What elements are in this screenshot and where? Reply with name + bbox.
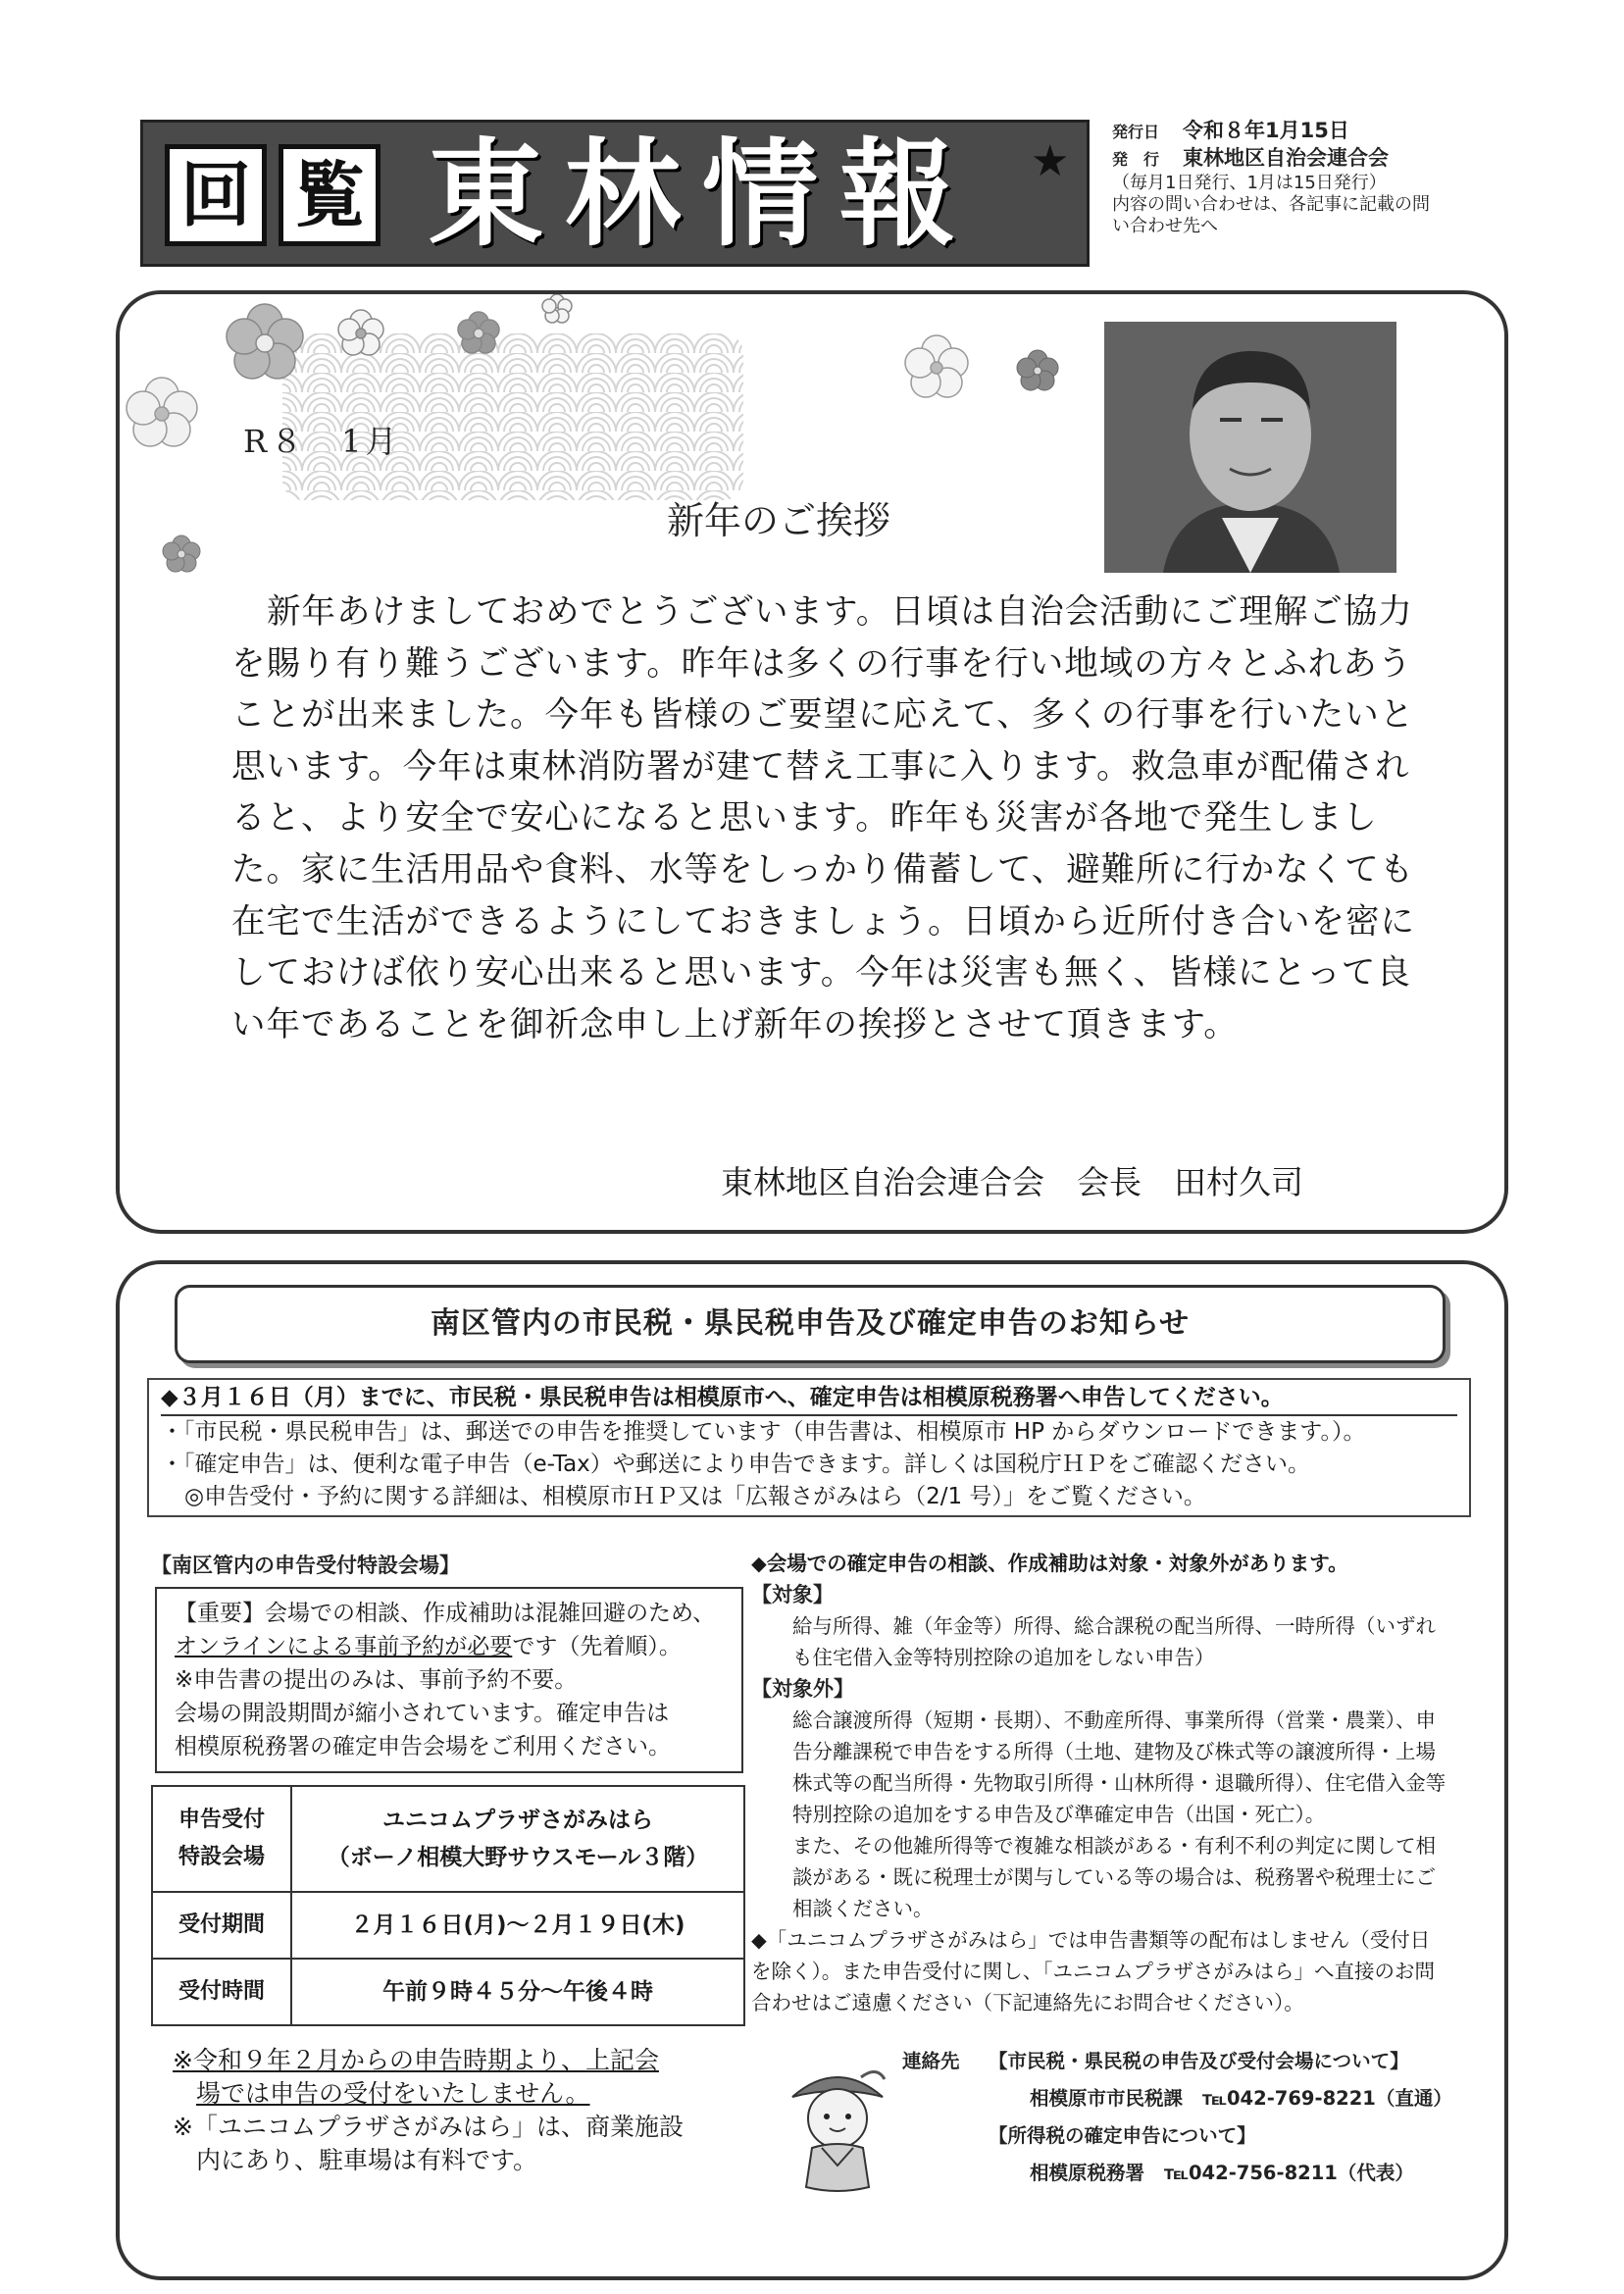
warning-line-5: 相模原税務署の確定申告会場をご利用ください。 (175, 1734, 671, 1759)
chairman-portrait (1104, 322, 1396, 573)
municipal-tax-line: ・「市民税・県民税申告」は、郵送での申告を推奨しています（申告書は、相模原市 HP からダウンロードできます。）。 (161, 1419, 1366, 1445)
distribution-note: ◆「ユニコムプラザさがみはら」では申告書類等の配布はしません（受付日を除く）。また申告受付に関し、「ユニコムプラザさがみはら」へ直接のお問合わせはご遠慮ください（下記連絡先にお問合せください）。 (751, 1928, 1435, 2014)
venue-heading: 【南区管内の申告受付特設会場】 (151, 1554, 460, 1577)
plum-blossom-decoration (224, 294, 753, 505)
venue-table (151, 1785, 745, 2026)
closing-line-1: ※令和９年２月からの申告時期より、上記会 (173, 2046, 659, 2074)
circulation-badge-1: 回 (165, 144, 267, 246)
deadline-line: ◆３月１６日（月）までに、市民税・県民税申告は相模原市へ、確定申告は相模原税務署へ申告してください。 (161, 1382, 1457, 1416)
venue-name: ユニコムプラザさがみはら (382, 1808, 653, 1833)
period-row-head: 受付期間 (152, 1892, 291, 1959)
issuer: 東林地区自治会連合会 (1183, 146, 1390, 170)
issuer-label: 発 行 (1112, 150, 1160, 169)
warning-line-3: ※申告書の提出のみは、事前予約不要。 (175, 1667, 578, 1693)
greeting-date: R８ 1月 (243, 423, 401, 460)
warning-line-4: 会場の開設期間が縮小されています。確定申告は (175, 1701, 670, 1726)
circulation-badge-2: 覧 (279, 144, 381, 246)
first-come-note: です（先着順）。 (512, 1634, 682, 1659)
excluded-body-2: また、その他雑所得等で複雑な相談がある・有利不利の判定に関して相談がある・既に税理士が関与している等の場合は、税務署や税理士にご相談ください。 (792, 1834, 1436, 1920)
greeting-message: 新年あけましておめでとうございます。日頃は自治会活動にご理解ご協力を賜り有り難うございます。昨年は多くの行事を行い地域の方々とふれあうことが出来ました。今年も皆様のご要望に応えて、多くの行事を行いたいと思います。今年は東林消防署が建て替え工事に入ります。救急車が配備されると、より安全で安心になると思います。昨年も災害が各地で発生しました。家に生活用品や食料、水等をしっかり備蓄して、避難所に行かなくても在宅で生活ができるようにしておきましょう。日頃から近所付き合いを密にしておけば依り安心出来ると思います。今年は災害も無く、皆様にとって良い年であることを御祈念申し上げ新年の挨拶とさせて頂きます。 (231, 592, 1415, 1045)
target-heading: 【対象】 (751, 1583, 834, 1606)
greeting-title: 新年のご挨拶 (667, 499, 891, 542)
venue-name-cell (291, 1786, 744, 1892)
plum-blossom-left-icon (123, 373, 221, 481)
contact-item-1: 【市民税・県民税の申告及び受付会場について】 (989, 2050, 1409, 2072)
details-line: ◎申告受付・予約に関する詳細は、相模原市ＨＰ又は「広報さがみはら（2/1 号）」をご覧ください。 (184, 1484, 1206, 1509)
consultation-intro: ◆会場での確定申告の相談、作成補助は対象・対象外があります。 (751, 1552, 1348, 1575)
excluded-heading: 【対象外】 (751, 1677, 854, 1701)
star-icon: ★ (1031, 136, 1070, 186)
municipal-tax-phone: ℡042-769-8221（直通） (1202, 2087, 1452, 2110)
newsletter-title: 東林情報 (428, 127, 978, 262)
tax-title-box (175, 1285, 1446, 1363)
municipal-tax-division: 相模原市市民税課 (1030, 2087, 1184, 2110)
target-body: 給与所得、雑（年金等）所得、総合課税の配当所得、一時所得（いずれも住宅借入金等特別控除の追加をしない申告） (792, 1614, 1436, 1669)
hours-row-head: 受付時間 (152, 1959, 291, 2025)
issue-date-label: 発行日 (1112, 123, 1160, 141)
city-mascot-icon (783, 2058, 892, 2197)
venue-row-head: 申告受付 特設会場 (152, 1786, 291, 1892)
excluded-body: 総合譲渡所得（短期・長期）、不動産所得、事業所得（営業・農業）、申告分離課税で申告をする所得（土地、建物及び株式等の譲渡所得・上場株式等の配当所得・先物取引所得・山林所得・退職所得）、住宅借入金等特別控除の追加をする申告及び準確定申告（出国・死亡）。 (792, 1708, 1446, 1826)
publication-info (1112, 118, 1602, 237)
plum-blossom-right-icon (892, 324, 981, 412)
greeting-signature: 東林地区自治会連合会 会長 田村久司 (721, 1163, 1303, 1201)
tax-deadline-notice (147, 1378, 1471, 1517)
closing-notes (173, 2044, 761, 2177)
tax-office-phone: ℡042-756-8211（代表） (1164, 2162, 1414, 2184)
inquiry-note: 内容の問い合わせは、各記事に記載の問い合わせ先へ (1112, 194, 1430, 236)
warning-line-1: 【重要】会場での相談、作成補助は混雑回避のため、 (175, 1601, 716, 1626)
contact-info (902, 2043, 1471, 2192)
reception-hours: 午前９時４５分～午後４時 (291, 1959, 744, 2025)
closing-line-2: 場では申告の受付をいたしません。 (196, 2079, 590, 2108)
plum-blossom-small-icon (157, 530, 206, 579)
issue-date: 令和８年1月15日 (1183, 119, 1349, 142)
reservation-warning (155, 1587, 743, 1773)
contact-label: 連絡先 (902, 2050, 960, 2072)
contact-item-2: 【所得税の確定申告について】 (989, 2124, 1256, 2147)
masthead-banner (140, 120, 1090, 267)
tax-office: 相模原税務署 (1030, 2162, 1145, 2184)
reception-period: ２月１６日(月)～２月１９日(木) (291, 1892, 744, 1959)
closing-line-3: ※「ユニコムプラザさがみはら」は、商業施設 (173, 2113, 684, 2141)
consultation-info (751, 1548, 1449, 2018)
tax-notice-title: 南区管内の市民税・県民税申告及び確定申告のお知らせ (430, 1306, 1191, 1341)
issue-schedule: （毎月1日発行、1月は15日発行） (1112, 173, 1387, 193)
closing-line-4: 内にあり、駐車場は有料です。 (196, 2146, 538, 2174)
etax-line: ・「確定申告」は、便利な電子申告（e-Tax）や郵送により申告できます。詳しくは国税庁ＨＰをご確認ください。 (161, 1452, 1310, 1477)
plum-blossom-dark-icon (1010, 343, 1065, 398)
venue-location: （ボーノ相模大野サウスモール３階） (327, 1845, 709, 1870)
online-reservation-note: オンラインによる事前予約が必要 (175, 1634, 513, 1659)
